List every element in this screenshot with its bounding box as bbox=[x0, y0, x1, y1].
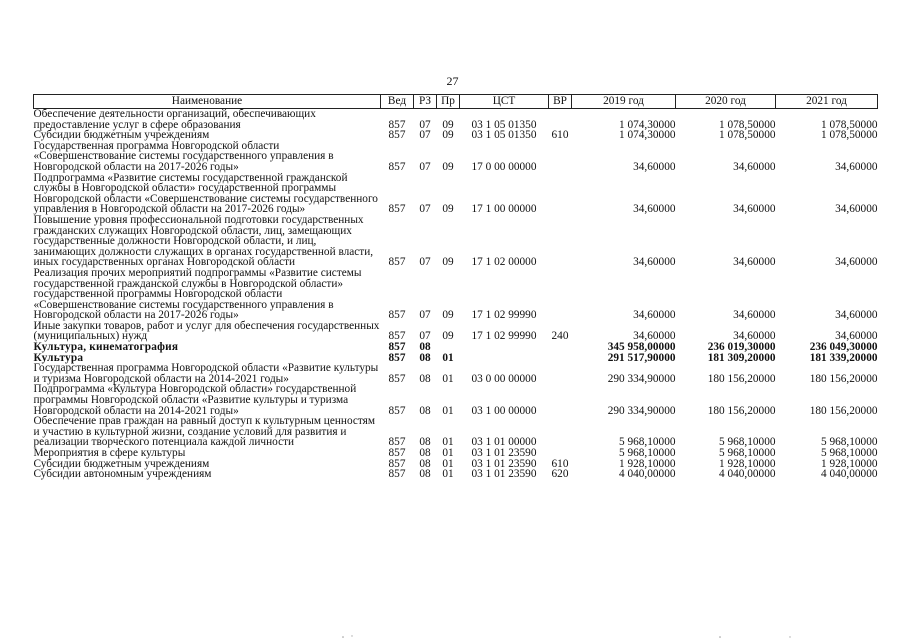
cell-vr bbox=[549, 353, 572, 364]
cell-2021: 1 078,50000 bbox=[821, 129, 878, 142]
cell-cst: 03 0 00 00000 bbox=[471, 372, 537, 385]
cell-2021: 34,60000 bbox=[835, 256, 878, 269]
cell-vr bbox=[549, 268, 572, 321]
cell-cst: 17 0 00 00000 bbox=[471, 160, 537, 173]
table-row bbox=[34, 363, 878, 384]
header-2021: 2021 год bbox=[776, 95, 878, 109]
cell-name: Государственная программа Новгородской области «Развитие культуры и туризма Новгородской области на 2014-2021 годы» bbox=[33, 362, 379, 385]
cell-name: Мероприятия в сфере культуры bbox=[33, 447, 186, 459]
cell-cst: 03 1 01 23590 bbox=[471, 468, 537, 481]
cell-2019: 5 968,10000 bbox=[619, 436, 676, 449]
cell-2019: 34,60000 bbox=[633, 203, 676, 216]
table-row bbox=[34, 321, 878, 342]
cell-2021: 5 968,10000 bbox=[821, 436, 878, 449]
cell-name: Обеспечение деятельности организаций, обеспечивающих предоставление услуг в сфере образования bbox=[33, 108, 316, 131]
header-rz: РЗ bbox=[414, 95, 437, 109]
cell-name: Повышение уровня профессиональной подготовки государственных гражданских служащих Новгородской области, лиц, замещающих государственные должности Новгородской области, и лиц, занимающих должности служащих в органах государственной власти, иных государственных органах Новгородской области bbox=[33, 213, 374, 269]
cell-pr: 01 bbox=[442, 436, 454, 449]
cell-2021: 180 156,20000 bbox=[809, 404, 878, 417]
cell-name: Субсидии бюджетным учреждениям bbox=[33, 129, 210, 142]
table-row bbox=[34, 268, 878, 321]
cell-ved: 857 bbox=[388, 468, 406, 481]
cell-name: Подпрограмма «Культура Новгородской области» государственной программы Новгородской области «Развитие культуры и туризма Новгородской области на 2014-2021 годы» bbox=[33, 383, 357, 417]
cell-ved: 857 bbox=[388, 309, 406, 322]
cell-2019: 1 928,10000 bbox=[619, 457, 676, 470]
table-row bbox=[34, 109, 878, 131]
cell-2021: 236 049,30000 bbox=[809, 341, 878, 354]
scan-specks bbox=[0, 632, 905, 640]
cell-pr: 01 bbox=[442, 372, 454, 385]
header-cst: ЦСТ bbox=[460, 95, 549, 109]
cell-vr bbox=[549, 173, 572, 215]
cell-cst: 17 1 02 99990 bbox=[471, 330, 537, 343]
cell-name: Иные закупки товаров, работ и услуг для обеспечения государственных (муниципальных) нужд bbox=[33, 319, 380, 343]
cell-vr bbox=[549, 342, 572, 353]
cell-name: Обеспечение прав граждан на равный доступ к культурным ценностям и участию в культурной жизни, создание условий для развития и реализации творческого потенциала каждой личности bbox=[33, 415, 376, 449]
cell-2020: 1 078,50000 bbox=[719, 118, 776, 131]
cell-ved: 857 bbox=[388, 351, 406, 364]
cell-2020: 34,60000 bbox=[733, 160, 776, 173]
cell-name: Подпрограмма «Развитие системы государственной гражданской службы в Новгородской области» государственной программы Новгородской области «Совершенствование системы государственного управления в Новгородской области на 2017-2026 годы» bbox=[33, 171, 378, 216]
cell-2019: 4 040,00000 bbox=[619, 468, 676, 481]
cell-pr: 01 bbox=[442, 404, 454, 417]
cell-2020: 34,60000 bbox=[733, 330, 776, 343]
cell-2020: 1 078,50000 bbox=[719, 129, 776, 142]
cell-2019: 34,60000 bbox=[633, 330, 676, 343]
cell-pr: 09 bbox=[442, 160, 454, 173]
table-row bbox=[34, 141, 878, 173]
table-row bbox=[34, 448, 878, 459]
cell-2019: 291 517,90000 bbox=[607, 351, 676, 364]
speck bbox=[342, 636, 344, 638]
header-2020: 2020 год bbox=[676, 95, 776, 109]
cell-vr bbox=[549, 448, 572, 459]
cell-vr bbox=[549, 141, 572, 173]
cell-pr: 09 bbox=[442, 330, 454, 343]
header-vr: ВР bbox=[549, 95, 572, 109]
cell-name: Государственная программа Новгородской области «Совершенствование системы государственного управления в Новгородской области на 2017-2026 годы» bbox=[33, 139, 334, 173]
cell-cst: 17 1 00 00000 bbox=[471, 203, 537, 216]
cell-ved: 857 bbox=[388, 129, 406, 142]
cell-2019: 290 334,90000 bbox=[607, 372, 676, 385]
cell-rz: 07 bbox=[419, 256, 431, 269]
cell-cst bbox=[460, 342, 549, 353]
cell-2020: 34,60000 bbox=[733, 256, 776, 269]
cell-pr: 09 bbox=[442, 256, 454, 269]
table-header-row bbox=[34, 95, 878, 109]
cell-2020: 180 156,20000 bbox=[707, 372, 776, 385]
cell-2021: 34,60000 bbox=[835, 203, 878, 216]
cell-pr: 09 bbox=[442, 309, 454, 322]
cell-vr: 620 bbox=[551, 468, 569, 481]
cell-name: Субсидии автономным учреждениям bbox=[33, 468, 212, 481]
cell-2020: 34,60000 bbox=[733, 309, 776, 322]
cell-cst: 03 1 05 01350 bbox=[471, 118, 537, 131]
cell-2019: 345 958,00000 bbox=[607, 341, 676, 354]
cell-rz: 07 bbox=[419, 203, 431, 216]
cell-name: Субсидии бюджетным учреждениям bbox=[33, 457, 210, 470]
cell-pr: 01 bbox=[442, 351, 454, 364]
cell-rz: 07 bbox=[419, 309, 431, 322]
cell-2021: 1 928,10000 bbox=[821, 457, 878, 470]
cell-2021: 181 339,20000 bbox=[809, 351, 878, 364]
cell-cst: 17 1 02 00000 bbox=[471, 256, 537, 269]
cell-2020: 5 968,10000 bbox=[719, 436, 776, 449]
cell-cst: 03 1 05 01350 bbox=[471, 129, 537, 142]
cell-2020: 181 309,20000 bbox=[707, 351, 776, 364]
cell-rz: 08 bbox=[419, 436, 431, 449]
cell-ved: 857 bbox=[388, 372, 406, 385]
table-row bbox=[34, 215, 878, 268]
cell-ved: 857 bbox=[388, 256, 406, 269]
cell-2021: 1 078,50000 bbox=[821, 118, 878, 131]
budget-table bbox=[33, 94, 878, 480]
header-ved: Вед bbox=[381, 95, 414, 109]
cell-rz: 08 bbox=[419, 468, 431, 481]
cell-rz: 08 bbox=[419, 351, 431, 364]
header-pr: Пр bbox=[437, 95, 460, 109]
cell-rz: 08 bbox=[419, 457, 431, 470]
cell-2019: 1 074,30000 bbox=[619, 118, 676, 131]
cell-name: Культура bbox=[33, 351, 84, 364]
cell-cst bbox=[460, 353, 549, 364]
table-row bbox=[34, 384, 878, 416]
cell-pr: 01 bbox=[442, 468, 454, 481]
cell-ved: 857 bbox=[388, 330, 406, 343]
cell-vr bbox=[549, 109, 572, 131]
cell-2021: 34,60000 bbox=[835, 330, 878, 343]
table-body bbox=[34, 109, 878, 480]
cell-ved: 857 bbox=[388, 404, 406, 417]
cell-ved: 857 bbox=[388, 447, 406, 459]
cell-rz: 07 bbox=[419, 330, 431, 343]
cell-2019: 1 074,30000 bbox=[619, 129, 676, 142]
cell-2020: 34,60000 bbox=[733, 203, 776, 216]
speck bbox=[789, 636, 790, 637]
cell-pr: 09 bbox=[442, 118, 454, 131]
table-row bbox=[34, 173, 878, 215]
header-2019: 2019 год bbox=[572, 95, 676, 109]
cell-2020: 1 928,10000 bbox=[719, 457, 776, 470]
cell-2020: 236 019,30000 bbox=[707, 341, 776, 354]
cell-2019: 5 968,10000 bbox=[619, 447, 676, 459]
cell-name: Культура, кинематография bbox=[33, 341, 179, 354]
cell-ved: 857 bbox=[388, 118, 406, 131]
cell-vr bbox=[549, 416, 572, 448]
cell-2019: 34,60000 bbox=[633, 160, 676, 173]
cell-cst: 17 1 02 99990 bbox=[471, 309, 537, 322]
cell-rz: 08 bbox=[419, 404, 431, 417]
cell-cst: 03 1 01 00000 bbox=[471, 436, 537, 449]
cell-vr bbox=[549, 363, 572, 384]
speck bbox=[351, 635, 352, 636]
speck bbox=[719, 636, 721, 638]
cell-ved: 857 bbox=[388, 457, 406, 470]
cell-pr: 01 bbox=[442, 447, 454, 459]
cell-vr: 610 bbox=[551, 129, 569, 142]
cell-rz: 08 bbox=[419, 372, 431, 385]
cell-pr: 09 bbox=[442, 203, 454, 216]
cell-2021: 4 040,00000 bbox=[821, 468, 878, 481]
cell-ved: 857 bbox=[388, 436, 406, 449]
cell-rz: 07 bbox=[419, 160, 431, 173]
cell-pr: 09 bbox=[442, 129, 454, 142]
cell-pr: 01 bbox=[442, 457, 454, 470]
cell-ved: 857 bbox=[388, 341, 406, 354]
table-row bbox=[34, 469, 878, 480]
cell-cst: 03 1 01 23590 bbox=[471, 457, 537, 470]
cell-2021: 180 156,20000 bbox=[809, 372, 878, 385]
cell-2020: 5 968,10000 bbox=[719, 447, 776, 459]
header-name: Наименование bbox=[34, 95, 381, 109]
cell-rz: 07 bbox=[419, 118, 431, 131]
cell-2020: 180 156,20000 bbox=[707, 404, 776, 417]
cell-ved: 857 bbox=[388, 203, 406, 216]
cell-rz: 08 bbox=[419, 447, 431, 459]
cell-2019: 290 334,90000 bbox=[607, 404, 676, 417]
cell-cst: 03 1 01 23590 bbox=[471, 447, 537, 459]
cell-2019: 34,60000 bbox=[633, 256, 676, 269]
cell-rz: 07 bbox=[419, 129, 431, 142]
cell-2021: 34,60000 bbox=[835, 309, 878, 322]
cell-vr: 610 bbox=[551, 457, 569, 470]
cell-2020: 4 040,00000 bbox=[719, 468, 776, 481]
cell-vr bbox=[549, 384, 572, 416]
cell-ved: 857 bbox=[388, 160, 406, 173]
table-row bbox=[34, 416, 878, 448]
cell-vr: 240 bbox=[551, 330, 569, 343]
cell-vr bbox=[549, 215, 572, 268]
cell-rz: 08 bbox=[419, 341, 431, 354]
page-number: 27 bbox=[446, 74, 459, 88]
cell-2021: 34,60000 bbox=[835, 160, 878, 173]
cell-2019: 34,60000 bbox=[633, 309, 676, 322]
cell-2021: 5 968,10000 bbox=[821, 447, 878, 459]
cell-name: Реализация прочих мероприятий подпрограммы «Развитие системы государственной гражданской службы в Новгородской области» государственной программы Новгородской области «Совершенствование системы государственного управления в Новгородской области на 2017-2026 годы» bbox=[33, 266, 362, 322]
cell-cst: 03 1 00 00000 bbox=[471, 404, 537, 417]
